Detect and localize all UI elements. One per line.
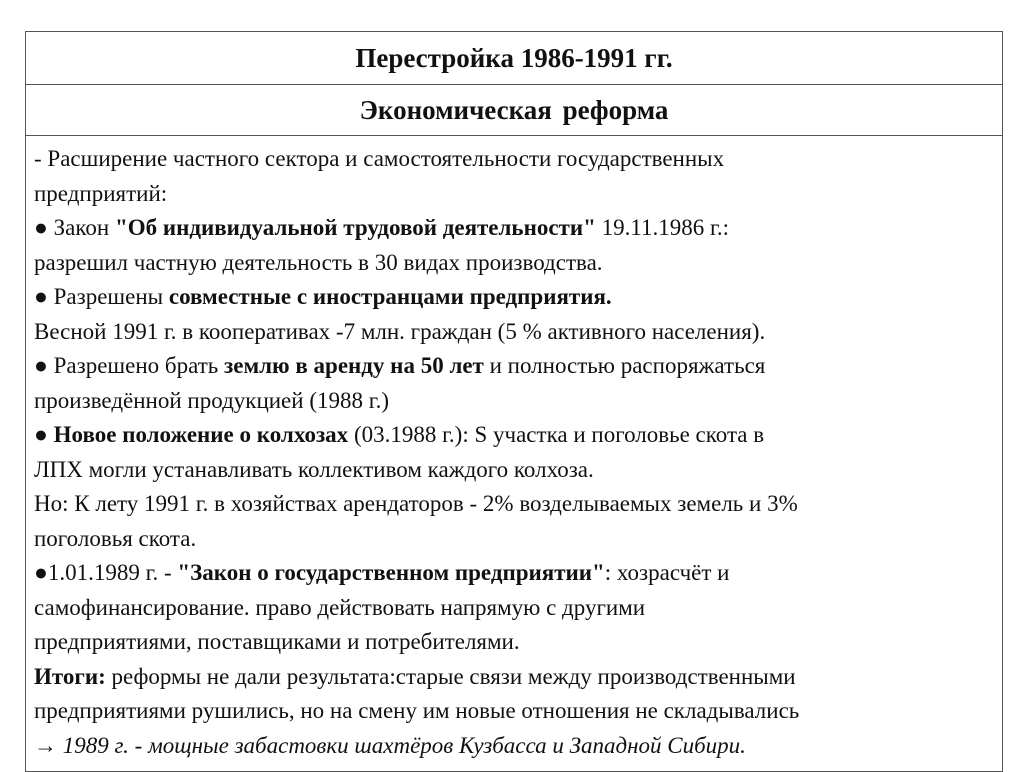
text-line <box>34 246 994 281</box>
bold-text: "Об индивидуальной трудовой деятельности" <box>114 215 596 240</box>
text-segment: ● Разрешено брать <box>34 353 225 378</box>
text-segment: произведённой продукцией (1988 г.) <box>34 387 389 413</box>
bold-text: землю в аренду на 50 лет <box>224 353 484 378</box>
bold-text: Итоги: <box>34 663 106 689</box>
text-segment: 19.11.1986 г.: <box>595 215 730 240</box>
text-segment: реформы не дали результата:старые связи между производственными <box>105 663 796 689</box>
text-line <box>34 418 994 453</box>
text-line <box>34 349 994 384</box>
text-segment: - Расширение частного сектора и самостоятельности государственных <box>34 146 725 171</box>
text-segment: предприятий: <box>34 180 168 206</box>
text-segment: разрешил частную деятельность в 30 видах производства. <box>34 249 603 275</box>
text-segment: предприятиями рушились, но на смену им новые отношения не складывались <box>34 698 800 723</box>
text-line <box>34 280 994 315</box>
content-cell <box>26 136 1002 771</box>
text-segment: (03.1988 г.): S участка и поголовье скота в <box>348 422 765 447</box>
text-line <box>34 625 994 660</box>
text-line <box>34 211 994 246</box>
text-segment: и полностью распоряжаться <box>483 353 766 378</box>
text-segment: → <box>34 732 63 758</box>
slide-title: Перестройка 1986-1991 гг. <box>26 32 1002 85</box>
text-segment: ● <box>34 422 54 447</box>
text-segment: Но: К лету 1991 г. в хозяйствах арендаторов - 2% возделываемых земель и 3% <box>34 491 798 516</box>
text-line <box>34 522 994 557</box>
text-segment: ● Закон <box>34 215 115 240</box>
text-line <box>34 729 994 764</box>
text-line <box>34 177 994 212</box>
text-line <box>34 487 994 522</box>
text-line <box>34 694 994 729</box>
text-segment: предприятиями, поставщиками и потребителями. <box>34 629 520 654</box>
text-segment: поголовья скота. <box>34 525 197 551</box>
slide-table <box>25 31 1003 772</box>
bold-text: Новое положение о колхозах <box>53 422 349 447</box>
text-line <box>34 556 994 591</box>
bold-text: совместные с иностранцами предприятия. <box>168 284 612 309</box>
text-line <box>34 142 994 177</box>
text-line <box>34 315 994 350</box>
text-segment: Весной 1991 г. в кооперативах -7 млн. граждан (5 % активного населения). <box>34 318 766 344</box>
text-segment: ●1.01.1989 г. - <box>34 560 178 585</box>
bold-text: "Закон о государственном предприятии" <box>177 560 605 585</box>
text-line <box>34 384 994 419</box>
text-line <box>34 453 994 488</box>
text-line <box>34 591 994 626</box>
italic-text: 1989 г. - мощные забастовки шахтёров Кузбасса и Западной Сибири. <box>62 732 746 758</box>
text-line <box>34 660 994 695</box>
section-heading: Экономическая реформа <box>26 85 1002 136</box>
text-segment: ● Разрешены <box>34 284 169 309</box>
text-segment: : хозрасчёт и <box>604 560 730 585</box>
text-segment: самофинансирование. право действовать напрямую с другими <box>34 594 646 620</box>
text-segment: ЛПХ могли устанавливать коллективом каждого колхоза. <box>34 456 594 482</box>
